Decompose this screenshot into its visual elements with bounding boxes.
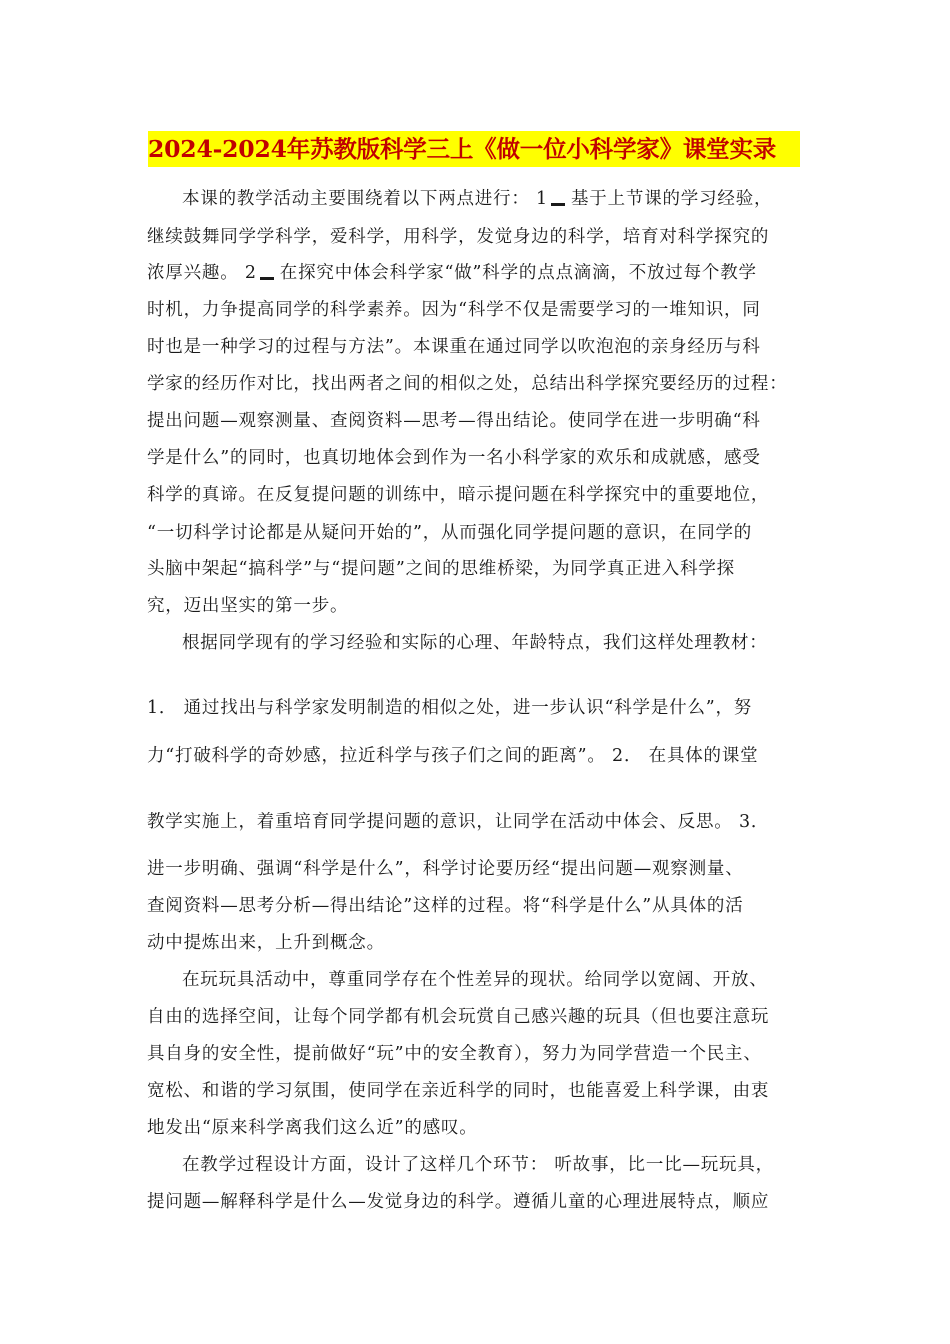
gap-mark xyxy=(551,203,565,206)
text-line: 究，迈出坚实的第一步。 xyxy=(147,596,349,616)
text-line: 具自身的安全性，提前做好“玩”中的安全教育），努力为同学营造一个民主、 xyxy=(147,1044,762,1064)
text-line: 时机，力争提高同学的科学素养。因为“科学不仅是需要学习的一堆知识，同 xyxy=(147,300,761,320)
text-line: 提问题—解释科学是什么—发觉身边的科学。遵循儿童的心理进展特点，顺应 xyxy=(147,1192,770,1212)
text-line: 学是什么”的同时，也真切地体会到作为一名小科学家的欢乐和成就感，感受 xyxy=(147,448,761,468)
text-line: “一切科学讨论都是从疑问开始的”，从而强化同学提问题的意识，在同学的 xyxy=(147,523,753,543)
text-line: 地发出“原来科学离我们这么近”的感叹。 xyxy=(147,1118,478,1138)
text-segment: 在探究中体会科学家“做”科学的点点滴滴，不放过每个教学 xyxy=(279,263,757,283)
text-line xyxy=(147,261,757,285)
text-line: 提出问题—观察测量、查阅资料—思考—得出结论。使同学在进一步明确“科 xyxy=(147,411,761,431)
text-line: 1． 通过找出与科学家发明制造的相似之处，进一步认识“科学是什么”，努 xyxy=(147,698,753,718)
text-line: 力“打破科学的奇妙感，拉近科学与孩子们之间的距离”。 2． 在具体的课堂 xyxy=(147,746,759,766)
text-line: 动中提炼出来，上升到概念。 xyxy=(147,933,385,953)
text-line: 学家的经历作对比，找出两者之间的相似之处，总结出科学探究要经历的过程： xyxy=(147,374,788,394)
text-line: 在玩玩具活动中，尊重同学存在个性差异的现状。给同学以宽阔、开放、 xyxy=(182,970,768,990)
gap-mark xyxy=(260,277,274,280)
text-line: 自由的选择空间，让每个同学都有机会玩赏自己感兴趣的玩具（但也要注意玩 xyxy=(147,1007,770,1027)
text-line: 在教学过程设计方面，设计了这样几个环节： 听故事，比一比—玩玩具， xyxy=(182,1155,774,1175)
text-line: 科学的真谛。在反复提问题的训练中，暗示提问题在科学探究中的重要地位， xyxy=(147,485,770,505)
text-segment: 本课的教学活动主要围绕着以下两点进行： 1 xyxy=(182,189,548,209)
text-line: 宽松、和谐的学习氛围，使同学在亲近科学的同时，也能喜爱上科学课，由衷 xyxy=(147,1081,770,1101)
text-segment: 基于上节课的学习经验， xyxy=(571,189,773,209)
text-line: 根据同学现有的学习经验和实际的心理、年龄特点，我们这样处理教材： xyxy=(182,633,768,653)
text-line: 进一步明确、强调“科学是什么”，科学讨论要历经“提出问题—观察测量、 xyxy=(147,859,744,879)
document-title: 2024-2024年苏教版科学三上《做一位小科学家》课堂实录 xyxy=(148,131,800,167)
text-line: 时也是一种学习的过程与方法”。本课重在通过同学以吹泡泡的亲身经历与科 xyxy=(147,337,761,357)
text-line xyxy=(182,187,772,211)
text-line: 查阅资料—思考分析—得出结论”这样的过程。将“科学是什么”从具体的活 xyxy=(147,896,744,916)
text-segment: 浓厚兴趣。 2 xyxy=(147,263,257,283)
text-line: 教学实施上，着重培育同学提问题的意识，让同学在活动中体会、反思。 3． xyxy=(147,812,770,832)
text-line: 继续鼓舞同学学科学，爱科学，用科学，发觉身边的科学，培育对科学探究的 xyxy=(147,227,770,247)
text-line: 头脑中架起“搞科学”与“提问题”之间的思维桥梁，为同学真正进入科学探 xyxy=(147,559,735,579)
